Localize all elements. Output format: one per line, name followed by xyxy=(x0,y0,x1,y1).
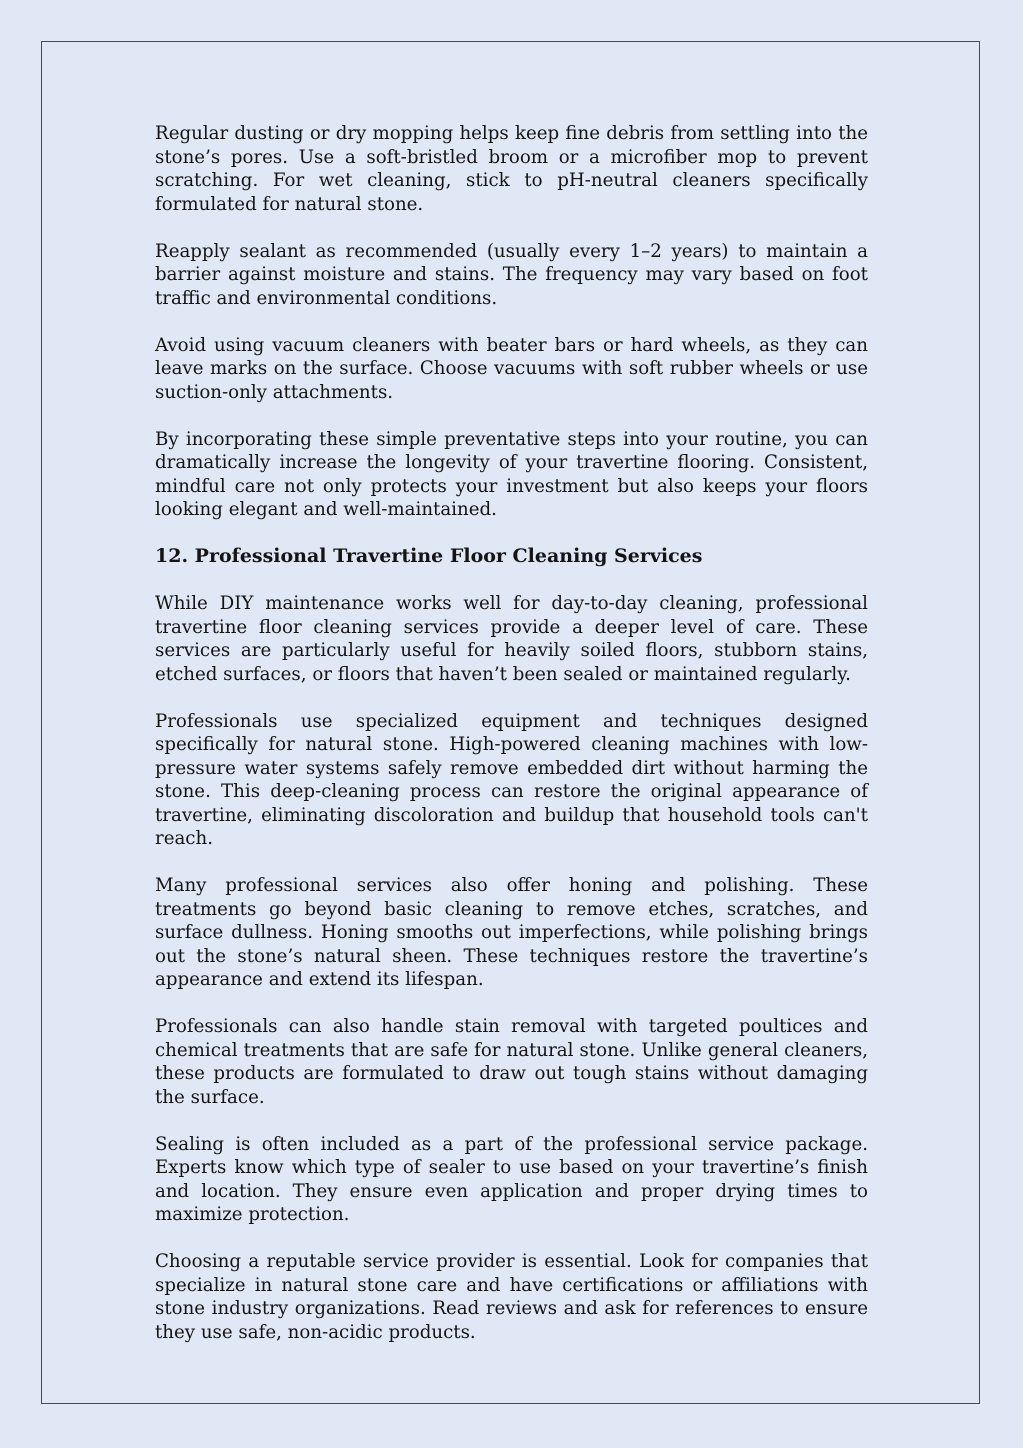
paragraph-sealant: Reapply sealant as recommended (usually every 1–2 years) to maintain a barrier against moisture and stains. The frequency may vary based on foot traffic and environmental conditions. xyxy=(155,240,868,309)
paragraph-specialized-equipment: Professionals use specialized equipment and techniques designed specifically for natural stone. High-powered cleaning machines with low-pressure water systems safely remove embedded dirt without harming the stone. This deep-cleaning process can restore the original appearance of travertine, eliminating discoloration and buildup that household tools can't reach. xyxy=(155,710,868,849)
paragraph-honing-polishing: Many professional services also offer honing and polishing. These treatments go beyond basic cleaning to remove etches, scratches, and surface dullness. Honing smooths out imperfections, while polishing brings out the stone’s natural sheen. These techniques restore the travertine’s appearance and extend its lifespan. xyxy=(155,875,868,990)
paragraph-sealing: Sealing is often included as a part of the professional service package. Experts know which type of sealer to use based on your travertine’s finish and location. They ensure even application and proper drying times to maximize protection. xyxy=(155,1133,868,1225)
paragraph-preventative-steps: By incorporating these simple preventative steps into your routine, you can dramatically increase the longevity of your travertine flooring. Consistent, mindful care not only protects your investment but also keeps your floors looking elegant and well-maintained. xyxy=(155,428,868,520)
paragraph-dusting: Regular dusting or dry mopping helps keep fine debris from settling into the stone’s pores. Use a soft-bristled broom or a microfiber mop to prevent scratching. For wet cleaning, stick to pH-neutral cleaners specifically formulated for natural stone. xyxy=(155,123,868,215)
paragraph-vacuum: Avoid using vacuum cleaners with beater bars or hard wheels, as they can leave marks on the surface. Choose vacuums with soft rubber wheels or use suction-only attachments. xyxy=(155,334,868,403)
section-heading: 12. Professional Travertine Floor Cleaning Services xyxy=(155,545,703,567)
paragraph-diy-vs-professional: While DIY maintenance works well for day-to-day cleaning, professional travertine floor cleaning services provide a deeper level of care. These services are particularly useful for heavily soiled floors, stubborn stains, etched surfaces, or floors that haven’t been sealed or maintained regularly. xyxy=(155,593,868,685)
paragraph-choosing-provider: Choosing a reputable service provider is essential. Look for companies that specialize in natural stone care and have certifications or affiliations with stone industry organizations. Read reviews and ask for references to ensure they use safe, non-acidic products. xyxy=(155,1251,868,1343)
document-body xyxy=(155,122,868,1368)
paragraph-stain-removal: Professionals can also handle stain removal with targeted poultices and chemical treatments that are safe for natural stone. Unlike general cleaners, these products are formulated to draw out tough stains without damaging the surface. xyxy=(155,1016,868,1108)
